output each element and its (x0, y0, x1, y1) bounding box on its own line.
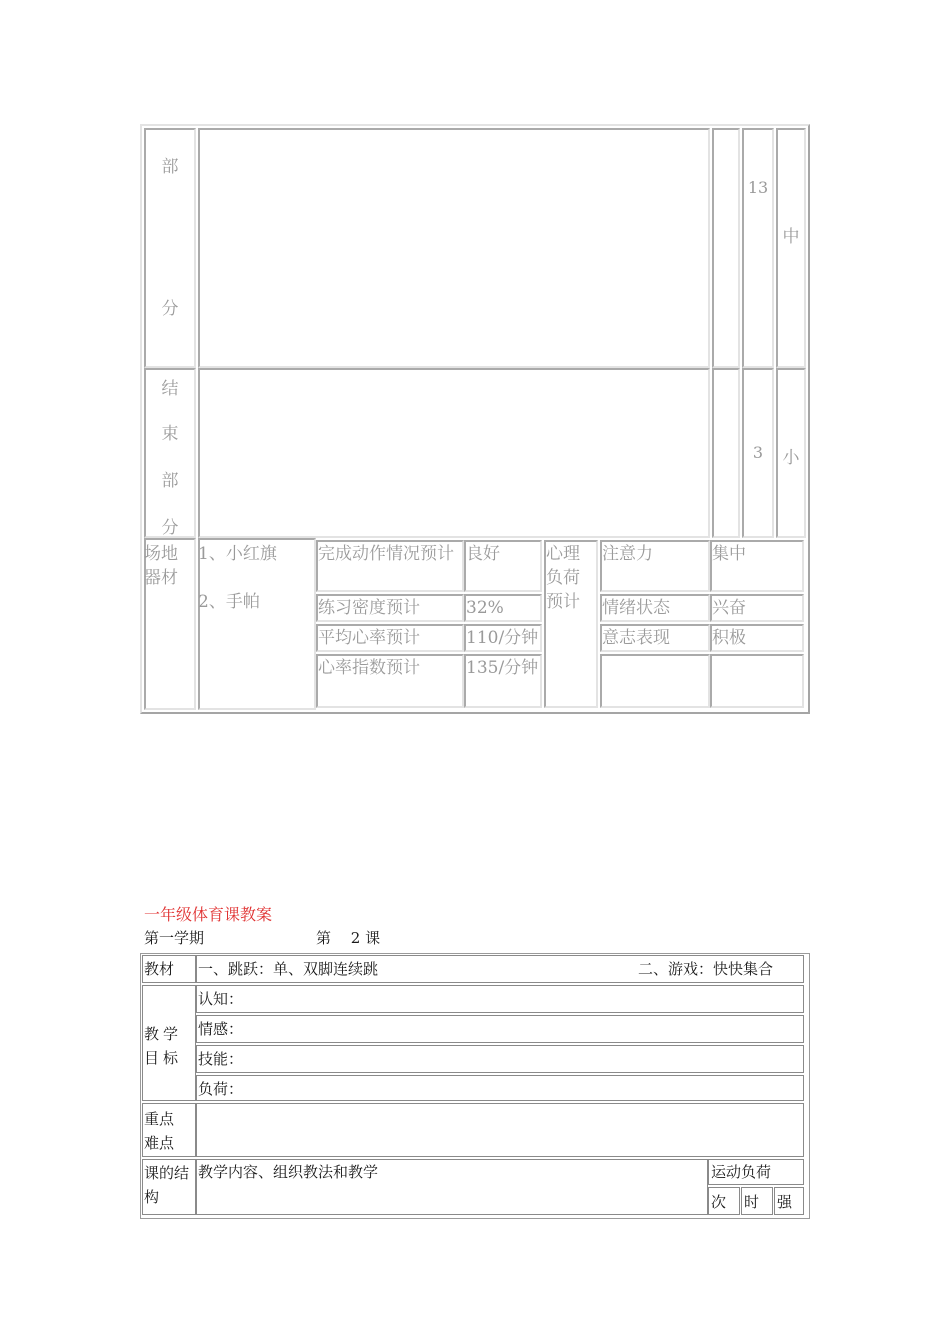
material-label: 教材 (144, 960, 175, 978)
closing-count: 3 (752, 443, 764, 462)
section-blank-cell (712, 128, 740, 368)
closing-char: 结 (161, 379, 179, 399)
estimate-value: 32% (466, 598, 504, 618)
goal-row-cell (196, 1015, 804, 1043)
venue-label: 场地器材 (144, 544, 178, 588)
venue-item: 1、小红旗 (198, 544, 277, 564)
load-col: 时 (744, 1193, 760, 1211)
structure-label: 课的结构 (144, 1164, 190, 1206)
closing-blank-cell (712, 368, 740, 538)
psych-row-label: 情绪状态 (602, 598, 670, 618)
section-intensity-cell (776, 128, 806, 368)
estimate-value: 135/分钟 (466, 658, 539, 678)
estimate-value: 良好 (466, 544, 500, 564)
psych-label: 心理负荷预计 (546, 544, 580, 612)
section-intensity: 中 (782, 227, 800, 247)
goal-row-cell (196, 1075, 804, 1101)
estimate-label: 平均心率预计 (318, 628, 420, 648)
material-item: 一、跳跃：单、双脚连续跳 (198, 960, 379, 978)
goal-row-cell (196, 985, 804, 1013)
section-char: 分 (161, 299, 179, 319)
section-count: 13 (747, 178, 769, 197)
estimate-label: 完成动作情况预计 (318, 544, 454, 564)
section-char: 部 (161, 157, 179, 177)
load-col: 次 (711, 1193, 727, 1211)
load-col: 强 (777, 1193, 793, 1211)
lesson-number: 第 2 课 (316, 929, 381, 947)
closing-content-cell (198, 368, 710, 538)
key-points-label: 重点难点 (144, 1110, 175, 1152)
estimate-label: 心率指数预计 (318, 658, 420, 678)
key-points-cell (196, 1103, 804, 1157)
psych-row-label: 意志表现 (602, 628, 670, 648)
venue-item: 2、手帕 (198, 592, 260, 612)
material-item: 二、游戏：快快集合 (638, 960, 774, 978)
goal-row-cell (196, 1045, 804, 1073)
psych-empty-cell (600, 654, 710, 708)
estimate-label: 练习密度预计 (318, 598, 420, 618)
term-label: 第一学期 (144, 929, 205, 947)
goal-row: 情感： (198, 1020, 244, 1038)
psych-row-label: 注意力 (602, 544, 653, 564)
goal-row: 技能： (198, 1050, 244, 1068)
section-count-cell (742, 128, 774, 368)
psych-row-value: 积极 (712, 628, 746, 648)
content-header: 教学内容、组织教法和教学 (198, 1163, 379, 1181)
closing-char: 分 (161, 518, 179, 538)
psych-row-value: 集中 (712, 544, 746, 564)
goals-label: 教学目标 (144, 1025, 183, 1067)
lesson-title: 一年级体育课教案 (144, 905, 273, 924)
closing-char: 束 (161, 424, 179, 444)
psych-empty-cell (710, 654, 804, 708)
psych-row-value: 兴奋 (712, 598, 746, 618)
closing-char: 部 (161, 471, 179, 491)
closing-intensity: 小 (782, 448, 800, 468)
load-header: 运动负荷 (711, 1163, 772, 1181)
goal-row: 负荷： (198, 1080, 244, 1098)
section-content-cell (198, 128, 710, 368)
goal-row: 认知： (198, 990, 244, 1008)
estimate-value: 110/分钟 (466, 628, 539, 648)
